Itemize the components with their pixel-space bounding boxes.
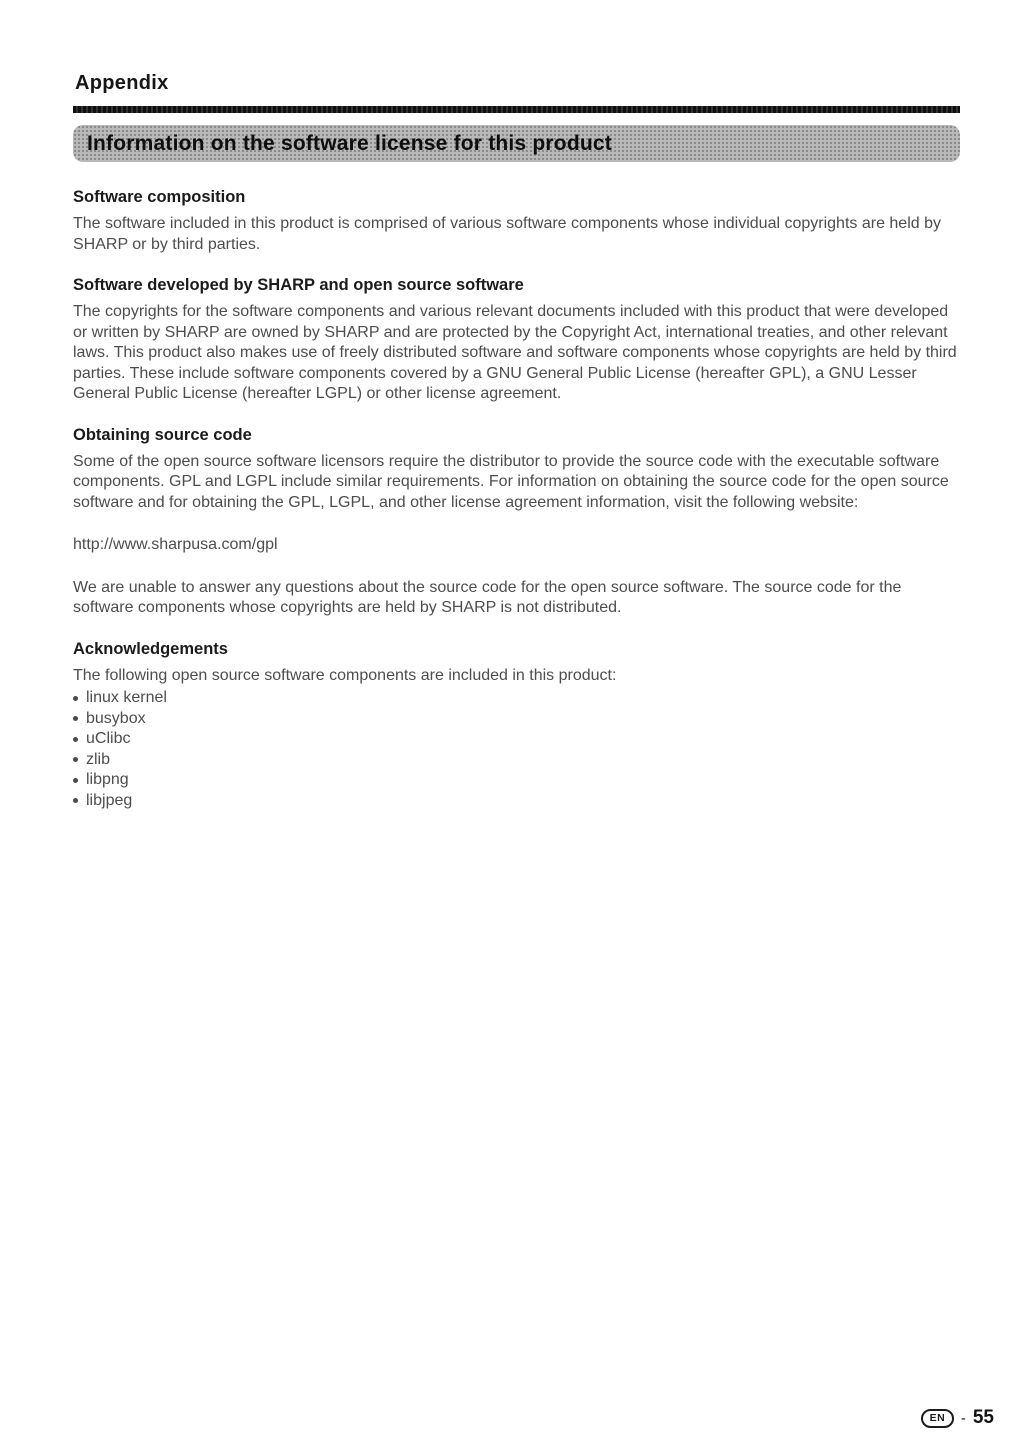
bullet-icon — [73, 798, 78, 803]
list-item-label: busybox — [86, 709, 146, 727]
bullet-icon — [73, 696, 78, 701]
heading-obtaining-source-code: Obtaining source code — [73, 425, 252, 444]
list-item-libpng — [73, 770, 960, 791]
list-item-linux-kernel — [73, 688, 960, 709]
list-item-label: zlib — [86, 750, 111, 768]
paragraph-sharp-open-source: The copyrights for the software components and various relevant documents included with this product that were developed or written by SHARP are owned by SHARP and are protected by the Copyright Act, international treaties, and other relevant laws. This product also makes use of freely distributed software and software components whose copyrights are held by third parties. These include software components covered by a GNU General Public License (hereafter GPL), a GNU Lesser General Public License (hereafter LGPL) or other license agreement. — [73, 303, 957, 402]
paragraph-source-code-disclaimer: We are unable to answer any questions about the source code for the open source software. The source code for the software components whose copyrights are held by SHARP is not distributed. — [73, 578, 902, 616]
banner-title: Information on the software license for this product — [87, 131, 612, 155]
bullet-icon — [73, 737, 78, 742]
language-badge: EN — [921, 1409, 954, 1428]
bullet-icon — [73, 778, 78, 783]
bullet-icon — [73, 757, 78, 762]
list-item-uclibc — [73, 729, 960, 750]
list-item-label: libpng — [86, 771, 129, 788]
heading-acknowledgements: Acknowledgements — [73, 639, 228, 658]
gpl-url: http://www.sharpusa.com/gpl — [73, 536, 278, 553]
page-footer — [921, 1407, 994, 1429]
footer-separator: - — [960, 1409, 966, 1427]
list-item-label: libjpeg — [86, 791, 133, 809]
list-item-label: uClibc — [86, 730, 131, 747]
list-item-zlib — [73, 750, 960, 771]
heading-sharp-open-source: Software developed by SHARP and open source software — [73, 276, 524, 294]
open-source-components-list — [73, 688, 960, 811]
paragraph-acknowledgements-intro: The following open source software components are included in this product: — [73, 666, 617, 684]
paragraph-software-composition: The software included in this product is comprised of various software components whose individual copyrights are held by SHARP or by third parties. — [73, 215, 941, 253]
section-banner — [73, 125, 960, 162]
divider-rule — [73, 106, 960, 113]
heading-software-composition: Software composition — [73, 188, 246, 206]
page-title: Appendix — [75, 72, 169, 94]
list-item-libjpeg — [73, 791, 960, 812]
bullet-icon — [73, 716, 78, 721]
page-number: 55 — [972, 1407, 994, 1428]
list-item-label: linux kernel — [86, 689, 167, 706]
paragraph-obtaining-source-code: Some of the open source software licensors require the distributor to provide the source code with the executable software components. GPL and LGPL include similar requirements. For information on obtaining the source code for the open source software and for obtaining the GPL, LGPL, and other license agreement information, visit the following website: — [73, 452, 949, 511]
list-item-busybox — [73, 709, 960, 730]
